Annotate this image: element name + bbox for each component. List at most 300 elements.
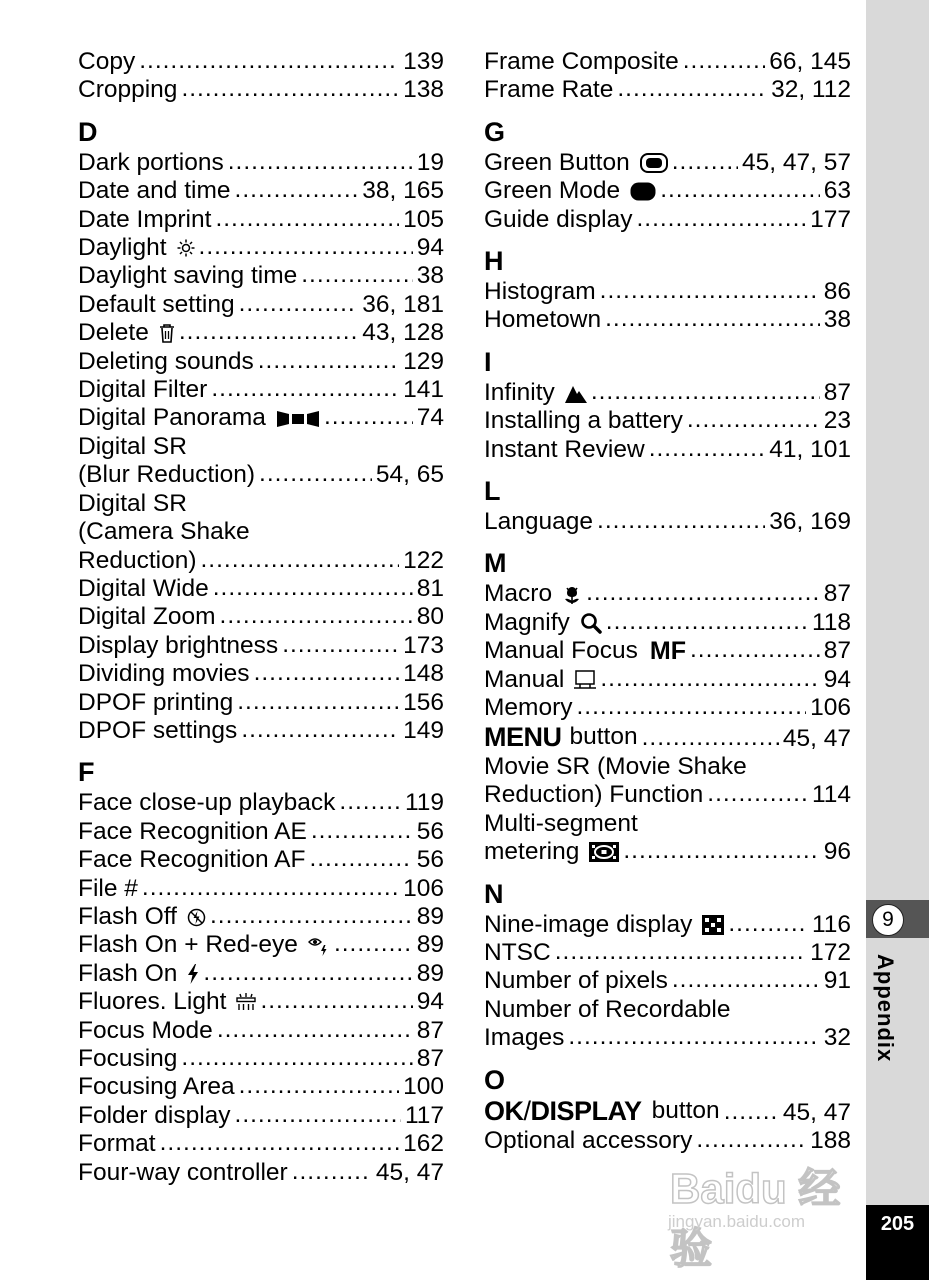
- flash-icon: [187, 964, 199, 984]
- leader-dots: [687, 406, 820, 434]
- leader-dots: [605, 305, 820, 333]
- index-entry-flash-on-red-eye: [78, 931, 444, 959]
- entry-label: Flash On + Red-eye: [78, 931, 298, 959]
- leader-dots: [199, 233, 413, 261]
- index-letter-heading: L: [484, 476, 501, 507]
- entry-label-group: [78, 960, 199, 988]
- leader-dots: [617, 75, 767, 103]
- entry-label-group: [78, 1130, 156, 1158]
- nine-image-icon: [702, 915, 724, 935]
- entry-page-refs: 74: [416, 404, 444, 432]
- entry-label: Focusing Area: [78, 1073, 235, 1101]
- index-entry-menu-button: [484, 723, 851, 753]
- index-entry-digital-panorama: [78, 404, 444, 432]
- entry-label: Dark portions: [78, 148, 224, 176]
- entry-label-group: [484, 206, 632, 234]
- entry-label: Flash Off: [78, 902, 177, 930]
- leader-dots: [309, 845, 412, 873]
- entry-label-group: [484, 939, 551, 967]
- entry-label: Nine-image display: [484, 910, 693, 938]
- index-entry-reduction: [78, 547, 444, 575]
- entry-page-refs: 66, 145: [769, 48, 851, 75]
- entry-page-refs: 188: [810, 1126, 851, 1154]
- entry-label: Digital Zoom: [78, 603, 216, 631]
- index-column-right: [484, 48, 851, 1155]
- index-entry-manual: [484, 666, 851, 694]
- leader-dots: [241, 716, 399, 744]
- entry-page-refs: 56: [416, 846, 444, 874]
- leader-dots: [160, 1129, 400, 1157]
- entry-label: Images: [484, 1024, 565, 1052]
- entry-label: Face close-up playback: [78, 789, 336, 817]
- entry-label: Magnify: [484, 608, 570, 636]
- entry-label-group: [484, 149, 668, 177]
- entry-label: Cropping: [78, 76, 178, 104]
- leader-dots: [724, 1098, 779, 1126]
- leader-dots: [258, 347, 399, 375]
- index-letter-heading: G: [484, 116, 506, 147]
- entry-label: Delete: [78, 319, 149, 347]
- index-entry-daylight: [78, 234, 444, 262]
- entry-page-refs: 32: [823, 1024, 851, 1052]
- entry-label-group: [484, 911, 724, 939]
- entry-label-group: [484, 723, 638, 751]
- entry-label: Reduction): [78, 546, 197, 574]
- index-entry-date-and-time: [78, 177, 444, 205]
- index-entry-frame-composite: [484, 48, 851, 76]
- entry-page-refs: 80: [416, 603, 444, 631]
- entry-label: Reduction) Function: [484, 781, 704, 809]
- chapter-label: Appendix: [873, 954, 898, 1063]
- entry-page-refs: 129: [403, 347, 444, 375]
- entry-page-refs: 91: [823, 967, 851, 995]
- entry-page-refs: 38: [823, 306, 851, 334]
- panorama-icon: [276, 410, 320, 428]
- entry-label: Digital Filter: [78, 376, 208, 404]
- index-entry-images: [484, 1024, 851, 1052]
- entry-page-refs: 119: [404, 789, 444, 817]
- entry-page-refs: 56: [416, 817, 444, 845]
- entry-label-group: [484, 1097, 720, 1125]
- leader-dots: [600, 277, 820, 305]
- entry-page-refs: 118: [811, 608, 851, 636]
- entry-label: Default setting: [78, 290, 235, 318]
- entry-label: Date and time: [78, 177, 231, 205]
- entry-page-refs: 38, 165: [362, 177, 444, 205]
- entry-label: Installing a battery: [484, 407, 683, 435]
- index-letter-heading: D: [78, 116, 98, 147]
- entry-label-group: [484, 407, 683, 435]
- entry-label-group: [484, 666, 596, 694]
- entry-label: Flash On: [78, 959, 178, 987]
- entry-page-refs: 81: [416, 574, 444, 602]
- entry-label: button: [651, 1096, 720, 1124]
- entry-label-group: [78, 717, 237, 745]
- leader-dots: [142, 874, 399, 902]
- index-entry-magnify: [484, 609, 851, 637]
- ok-display-button-glyph: OK/DISPLAY: [484, 1095, 642, 1126]
- leader-dots: [239, 290, 359, 318]
- index-entry-dpof-settings: [78, 717, 444, 745]
- entry-page-refs: 105: [403, 205, 444, 233]
- entry-label-group: [484, 48, 679, 76]
- entry-label-group: [78, 404, 320, 432]
- entry-label: Frame Rate: [484, 76, 614, 104]
- index-entry-line: [484, 810, 851, 838]
- index-column-left: [78, 48, 444, 1187]
- entry-label: Macro: [484, 580, 553, 608]
- leader-dots: [311, 817, 413, 845]
- index-entry-memory: [484, 694, 851, 722]
- entry-page-refs: 94: [416, 988, 444, 1016]
- entry-page-refs: 177: [810, 205, 851, 233]
- entry-page-refs: 38: [416, 262, 444, 290]
- entry-page-refs: 54, 65: [375, 461, 444, 489]
- entry-page-refs: 63: [823, 177, 851, 205]
- entry-label: Digital SR: [78, 489, 187, 517]
- green-mode-icon: [630, 182, 656, 201]
- index-entry-delete: [78, 319, 444, 347]
- leader-dots: [217, 1016, 413, 1044]
- index-entry-face-recognition-ae: [78, 818, 444, 846]
- entry-page-refs: 172: [810, 938, 851, 966]
- index-entry-copy: [78, 48, 444, 76]
- index-letter-heading: O: [484, 1064, 506, 1095]
- entry-page-refs: 89: [416, 959, 444, 987]
- leader-dots: [235, 1101, 401, 1129]
- index-letter-heading: I: [484, 346, 492, 377]
- entry-label-group: [484, 781, 703, 809]
- entry-label: Fluores. Light: [78, 988, 227, 1016]
- entry-label-group: [78, 789, 335, 817]
- index-entry-cropping: [78, 76, 444, 104]
- entry-label: DPOF settings: [78, 716, 238, 744]
- index-entry-ok-display-button: [484, 1097, 851, 1127]
- entry-page-refs: 117: [404, 1101, 444, 1129]
- entry-label: File #: [78, 874, 138, 902]
- entry-page-refs: 87: [416, 1016, 444, 1044]
- entry-label-group: [78, 291, 235, 319]
- flash-off-icon: [187, 908, 206, 927]
- index-entry-file: [78, 875, 444, 903]
- entry-label: Frame Composite: [484, 48, 679, 75]
- entry-label-group: [78, 547, 196, 575]
- entry-label-group: [78, 234, 195, 262]
- index-entry-format: [78, 1130, 444, 1158]
- entry-label-group: [484, 177, 656, 205]
- entry-page-refs: 116: [811, 910, 851, 938]
- trash-icon: [159, 324, 175, 343]
- entry-label-group: [78, 903, 206, 931]
- entry-page-refs: 87: [823, 637, 851, 665]
- entry-page-refs: 41, 101: [769, 435, 851, 463]
- entry-label: Face Recognition AE: [78, 817, 307, 845]
- entry-label-group: [484, 1127, 692, 1155]
- entry-label: Digital Wide: [78, 574, 209, 602]
- entry-label: (Blur Reduction): [78, 461, 256, 489]
- entry-page-refs: 94: [416, 234, 444, 262]
- leader-dots: [690, 636, 820, 664]
- index-entry-default-setting: [78, 291, 444, 319]
- entry-label: Movie SR (Movie Shake: [484, 752, 747, 780]
- index-entry-face-close-up-playback: [78, 789, 444, 817]
- index-entry-digital-wide: [78, 575, 444, 603]
- entry-label: Memory: [484, 694, 573, 722]
- entry-label: Guide display: [484, 205, 633, 233]
- entry-label-group: [78, 632, 278, 660]
- entry-label: Green Mode: [484, 177, 621, 205]
- index-entry-flash-on: [78, 960, 444, 988]
- entry-label-group: [78, 931, 330, 959]
- leader-dots: [301, 261, 413, 289]
- entry-page-refs: 45, 47: [782, 1098, 851, 1126]
- index-entry-green-mode: [484, 177, 851, 205]
- index-entry-macro: [484, 580, 851, 608]
- entry-label: Manual: [484, 665, 565, 693]
- index-entry-focusing-area: [78, 1073, 444, 1101]
- entry-page-refs: 87: [823, 580, 851, 608]
- entry-page-refs: 100: [403, 1073, 444, 1101]
- entry-label: Green Button: [484, 148, 630, 176]
- leader-dots: [181, 75, 399, 103]
- entry-page-refs: 45, 47, 57: [742, 148, 851, 176]
- entry-label-group: [78, 875, 138, 903]
- leader-dots: [260, 987, 412, 1015]
- index-entry-deleting-sounds: [78, 348, 444, 376]
- index-entry-nine-image-display: [484, 911, 851, 939]
- chapter-number: 9: [872, 904, 904, 936]
- leader-dots: [211, 375, 399, 403]
- leader-dots: [254, 659, 400, 687]
- entry-page-refs: 162: [403, 1130, 444, 1158]
- entry-page-refs: 149: [403, 716, 444, 744]
- leader-dots: [220, 602, 413, 630]
- index-entry-focusing: [78, 1045, 444, 1073]
- leader-dots: [642, 724, 779, 752]
- entry-label: Four-way controller: [78, 1158, 288, 1186]
- index-entry-display-brightness: [78, 632, 444, 660]
- index-entry-digital-zoom: [78, 603, 444, 631]
- entry-label: Optional accessory: [484, 1126, 693, 1154]
- entry-label-group: [484, 508, 593, 536]
- entry-label: Folder display: [78, 1101, 231, 1129]
- leader-dots: [623, 837, 819, 865]
- daylight-icon: [177, 239, 195, 257]
- entry-label-group: [484, 278, 596, 306]
- entry-label: Infinity: [484, 378, 555, 406]
- leader-dots: [292, 1158, 372, 1186]
- entry-page-refs: 86: [823, 278, 851, 306]
- index-entry-dividing-movies: [78, 660, 444, 688]
- index-entry-fluores-light: [78, 988, 444, 1016]
- entry-label: Language: [484, 508, 594, 536]
- entry-page-refs: 96: [823, 838, 851, 866]
- entry-label-group: [78, 48, 135, 76]
- leader-dots: [239, 1072, 399, 1100]
- red-eye-flash-icon: [308, 936, 330, 956]
- leader-dots: [259, 460, 372, 488]
- entry-label: Face Recognition AF: [78, 846, 306, 874]
- entry-page-refs: 45, 47: [782, 724, 851, 752]
- entry-label: DPOF printing: [78, 688, 234, 716]
- leader-dots: [324, 403, 413, 431]
- entry-label: Hometown: [484, 306, 602, 334]
- entry-page-refs: 87: [416, 1045, 444, 1072]
- entry-page-refs: 89: [416, 931, 444, 959]
- entry-label-group: [484, 609, 602, 637]
- index-entry-focus-mode: [78, 1017, 444, 1045]
- entry-label-group: [78, 206, 211, 234]
- entry-page-refs: 36, 169: [769, 508, 851, 536]
- leader-dots: [600, 665, 819, 693]
- entry-label: Number of pixels: [484, 967, 668, 995]
- entry-label: Digital Panorama: [78, 404, 266, 432]
- leader-dots: [200, 546, 399, 574]
- entry-label-group: [78, 1017, 213, 1045]
- entry-page-refs: 141: [403, 376, 444, 404]
- index-entry-dpof-printing: [78, 689, 444, 717]
- entry-label-group: [484, 76, 613, 104]
- leader-dots: [334, 930, 413, 958]
- leader-dots: [672, 966, 820, 994]
- leader-dots: [228, 148, 413, 176]
- index-entry-line: [78, 490, 444, 518]
- entry-label: metering: [484, 838, 580, 866]
- manual-wb-icon: [574, 670, 596, 690]
- leader-dots: [576, 693, 806, 721]
- index-entry-face-recognition-af: [78, 846, 444, 874]
- entry-label: NTSC: [484, 938, 551, 966]
- entry-label-group: [484, 436, 645, 464]
- index-letter-heading: F: [78, 757, 95, 788]
- entry-label: Format: [78, 1130, 156, 1158]
- index-entry-four-way-controller: [78, 1159, 444, 1187]
- entry-page-refs: 43, 128: [362, 319, 444, 347]
- index-entry-line: [78, 433, 444, 461]
- entry-page-refs: 87: [823, 378, 851, 406]
- entry-label-group: [78, 348, 254, 376]
- entry-label: Date Imprint: [78, 205, 212, 233]
- leader-dots: [683, 47, 766, 75]
- index-entry-line: [484, 996, 851, 1024]
- leader-dots: [555, 938, 806, 966]
- entry-label-group: [78, 177, 231, 205]
- leader-dots: [728, 910, 808, 938]
- index-entry-line: [484, 753, 851, 781]
- leader-dots: [215, 205, 399, 233]
- entry-page-refs: 122: [403, 546, 444, 574]
- leader-dots: [597, 507, 765, 535]
- entry-label: Focus Mode: [78, 1016, 213, 1044]
- leader-dots: [649, 435, 766, 463]
- entry-page-refs: 114: [811, 781, 851, 809]
- entry-label-group: [78, 603, 216, 631]
- leader-dots: [237, 688, 399, 716]
- watermark-logo: Baidu 经验: [670, 1165, 841, 1272]
- entry-page-refs: 148: [403, 660, 444, 688]
- entry-page-refs: 36, 181: [362, 290, 444, 318]
- entry-label-group: [78, 1102, 231, 1130]
- entry-label-group: [78, 1159, 288, 1187]
- entry-label: Multi-segment: [484, 809, 638, 837]
- entry-label: Copy: [78, 48, 136, 75]
- entry-page-refs: 32, 112: [771, 76, 851, 104]
- metering-icon: [589, 842, 619, 862]
- entry-label: Number of Recordable: [484, 995, 731, 1023]
- leader-dots: [210, 902, 413, 930]
- index-letter-heading: M: [484, 548, 507, 579]
- entry-label-group: [78, 660, 250, 688]
- leader-dots: [282, 631, 399, 659]
- entry-label: Manual Focus: [484, 637, 638, 665]
- entry-page-refs: 139: [403, 48, 444, 75]
- entry-label-group: [484, 694, 572, 722]
- entry-page-refs: 106: [403, 874, 444, 902]
- index-entry-frame-rate: [484, 76, 851, 104]
- entry-label-group: [78, 319, 175, 347]
- index-entry-installing-a-battery: [484, 407, 851, 435]
- entry-label-group: [484, 306, 601, 334]
- index-entry-dark-portions: [78, 149, 444, 177]
- index-entry-reduction-function: [484, 781, 851, 809]
- entry-page-refs: 19: [416, 148, 444, 176]
- entry-label: Histogram: [484, 278, 596, 306]
- index-entry-number-of-pixels: [484, 967, 851, 995]
- leader-dots: [339, 788, 401, 816]
- entry-label: Daylight: [78, 234, 167, 262]
- index-entry-metering: [484, 838, 851, 866]
- menu-button-glyph: MENU: [484, 721, 562, 752]
- leader-dots: [213, 574, 413, 602]
- manual-focus-icon: MF: [649, 637, 686, 666]
- entry-page-refs: 156: [403, 688, 444, 716]
- macro-flower-icon: [562, 585, 582, 605]
- index-letter-heading: N: [484, 878, 504, 909]
- entry-label-group: [484, 580, 582, 608]
- entry-label-group: [78, 149, 224, 177]
- leader-dots: [707, 780, 808, 808]
- mountain-icon: [565, 383, 587, 403]
- leader-dots: [179, 318, 358, 346]
- watermark: [660, 1148, 865, 1272]
- entry-label-group: [78, 818, 307, 846]
- entry-label-group: [78, 262, 297, 290]
- index-entry-digital-filter: [78, 376, 444, 404]
- index-entry-date-imprint: [78, 206, 444, 234]
- watermark-url: jingyan.baidu.com: [668, 1212, 806, 1231]
- entry-page-refs: 138: [403, 76, 444, 104]
- entry-label-group: [78, 76, 177, 104]
- entry-page-refs: 173: [403, 631, 444, 659]
- entry-label-group: [484, 838, 619, 866]
- index-entry-daylight-saving-time: [78, 262, 444, 290]
- index-entry-guide-display: [484, 206, 851, 234]
- entry-label-group: [484, 637, 686, 665]
- index-entry-green-button: [484, 149, 851, 177]
- entry-label-group: [78, 1073, 235, 1101]
- entry-label: Digital SR: [78, 432, 187, 460]
- green-button-icon: [640, 153, 668, 173]
- entry-label: button: [569, 722, 638, 750]
- entry-label-group: [78, 575, 209, 603]
- leader-dots: [591, 378, 820, 406]
- leader-dots: [139, 47, 399, 75]
- entry-label-group: [484, 967, 668, 995]
- index-entry-folder-display: [78, 1102, 444, 1130]
- index-entry-infinity: [484, 379, 851, 407]
- index-entry-optional-accessory: [484, 1127, 851, 1155]
- entry-page-refs: 106: [810, 694, 851, 722]
